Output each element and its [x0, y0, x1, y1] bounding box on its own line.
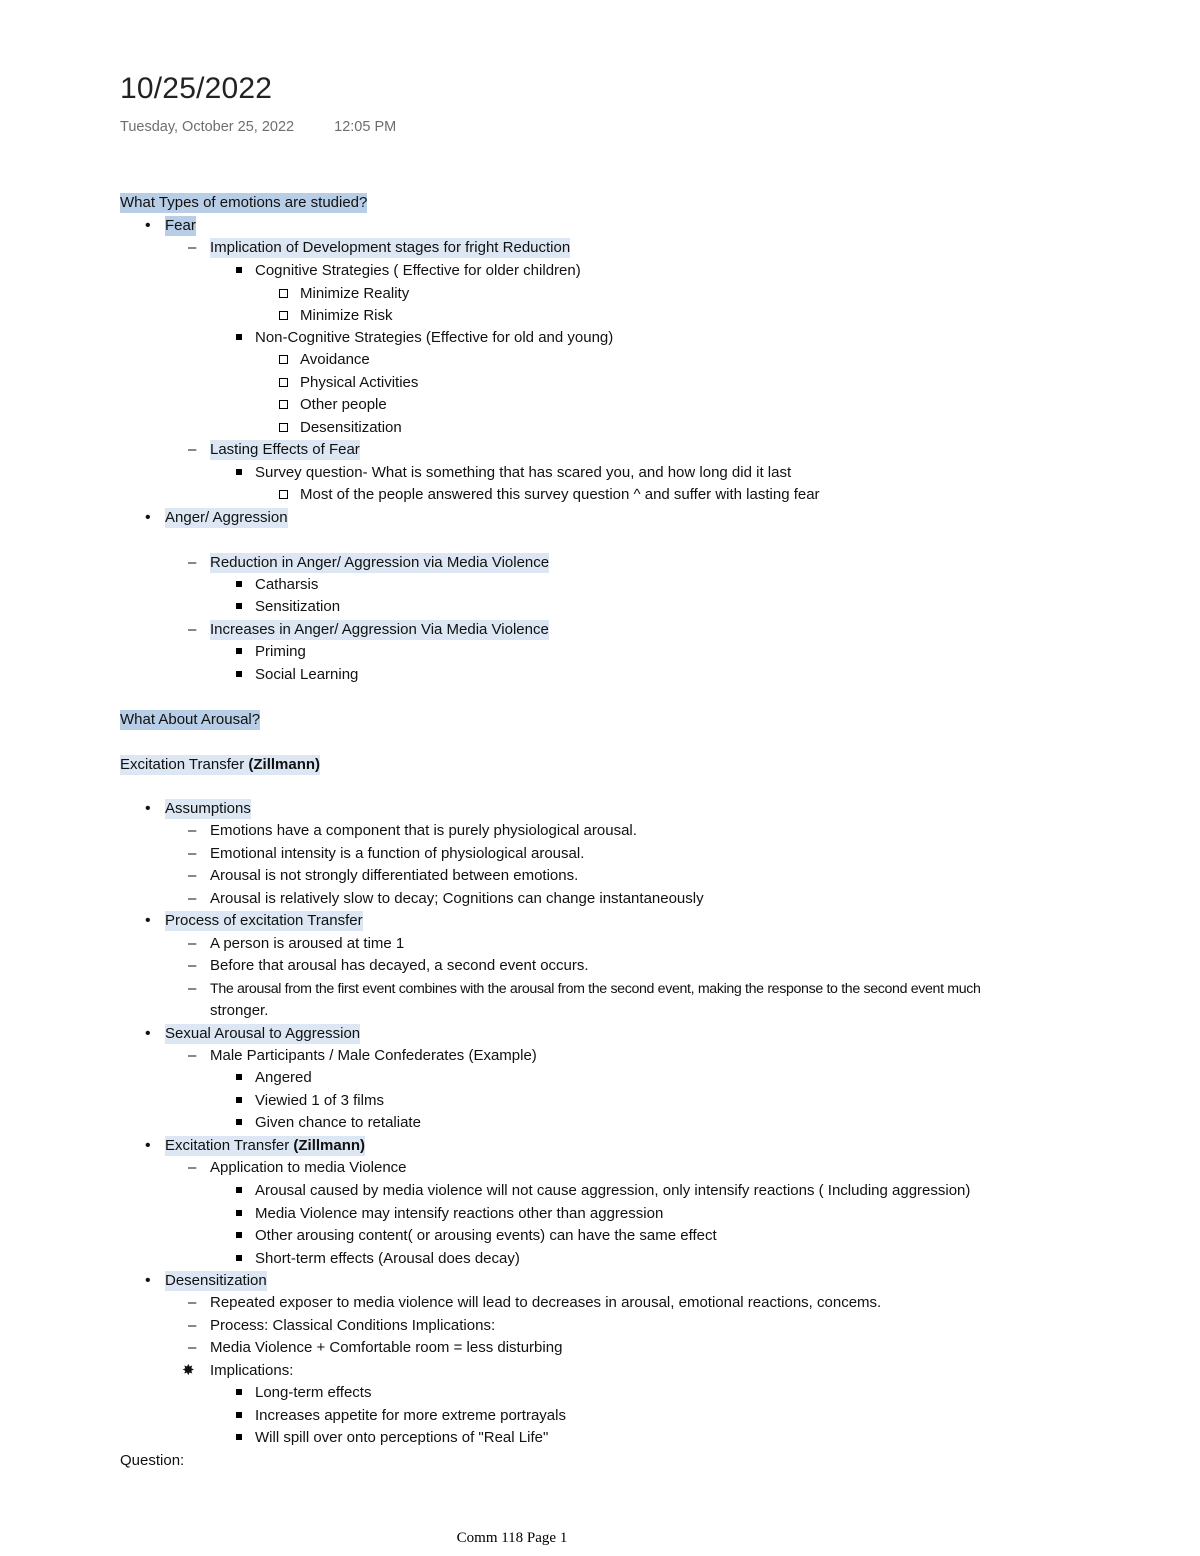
item-text: Implication of Development stages for fright Reduction	[210, 239, 571, 256]
item-text: Assumptions	[165, 800, 251, 817]
bullet-icon	[145, 1136, 165, 1156]
box-bullet-icon	[279, 350, 299, 370]
bullet-icon	[145, 1271, 165, 1291]
dash-bullet-icon	[188, 934, 208, 954]
bullet-icon	[145, 508, 165, 528]
item-text: Increases appetite for more extreme portrayals	[255, 1407, 566, 1424]
heading-text: What About Arousal?	[120, 711, 261, 728]
item-text: Long-term effects	[255, 1384, 372, 1401]
box-bullet-icon	[279, 395, 299, 415]
square-bullet-icon	[236, 1428, 256, 1448]
item-text: Implications:	[210, 1362, 294, 1379]
item-text: Non-Cognitive Strategies (Effective for old and young)	[255, 329, 614, 346]
item-text: Angered	[255, 1069, 312, 1086]
item-text: Emotional intensity is a function of physiological arousal.	[210, 845, 585, 862]
page-date: Tuesday, October 25, 2022	[120, 119, 295, 135]
dash-bullet-icon	[188, 866, 208, 886]
item-text	[165, 1136, 365, 1156]
square-bullet-icon	[236, 642, 256, 662]
bullet-icon	[145, 911, 165, 931]
dash-bullet-icon	[188, 1338, 208, 1358]
item-text: Arousal is relatively slow to decay; Cognitions can change instantaneously	[210, 890, 704, 907]
square-bullet-icon	[236, 328, 256, 348]
item-text: stronger.	[210, 1002, 269, 1019]
item-text: Short-term effects (Arousal does decay)	[255, 1250, 520, 1267]
dash-bullet-icon	[188, 440, 208, 460]
item-text: Other arousing content( or arousing events) can have the same effect	[255, 1227, 717, 1244]
item-text: Sexual Arousal to Aggression	[165, 1025, 361, 1042]
square-bullet-icon	[236, 463, 256, 483]
dash-bullet-icon	[188, 821, 208, 841]
item-text: Media Violence may intensify reactions other than aggression	[255, 1205, 664, 1222]
square-bullet-icon	[236, 1406, 256, 1426]
item-text: Lasting Effects of Fear	[210, 441, 360, 458]
item-text: Viewied 1 of 3 films	[255, 1092, 384, 1109]
bullet-icon	[145, 799, 165, 819]
item-main-text: Excitation Transfer	[165, 1137, 294, 1154]
dash-bullet-icon	[188, 553, 208, 573]
item-text: Survey question- What is something that has scared you, and how long did it last	[255, 464, 792, 481]
square-bullet-icon	[236, 575, 256, 595]
item-text: Minimize Reality	[300, 285, 410, 302]
box-bullet-icon	[279, 373, 299, 393]
item-text: Will spill over onto perceptions of "Real Life"	[255, 1429, 549, 1446]
square-bullet-icon	[236, 1068, 256, 1088]
item-text: The arousal from the first event combines with the arousal from the second event, making the response to the second event much	[210, 981, 981, 997]
subheading-author: (Zillmann)	[248, 756, 321, 773]
item-text: Reduction in Anger/ Aggression via Media Violence	[210, 554, 550, 571]
page-meta	[120, 119, 396, 135]
dash-bullet-icon	[188, 1293, 208, 1313]
box-bullet-icon	[279, 306, 299, 326]
bullet-icon	[145, 1024, 165, 1044]
item-text: Catharsis	[255, 576, 319, 593]
item-text: Emotions have a component that is purely physiological arousal.	[210, 822, 637, 839]
item-text: Physical Activities	[300, 374, 419, 391]
item-text: Question:	[120, 1452, 185, 1469]
page-time: 12:05 PM	[334, 119, 397, 135]
item-text: A person is aroused at time 1	[210, 935, 405, 952]
square-bullet-icon	[236, 665, 256, 685]
item-text: Desensitization	[165, 1272, 267, 1289]
item-text: Other people	[300, 396, 387, 413]
item-text: Priming	[255, 643, 306, 660]
item-text: Desensitization	[300, 419, 402, 436]
subheading-text	[120, 755, 320, 775]
item-text: Social Learning	[255, 666, 359, 683]
heading-text: What Types of emotions are studied?	[120, 194, 368, 211]
dash-bullet-icon	[188, 1316, 208, 1336]
item-text: Sensitization	[255, 598, 341, 615]
item-text: Media Violence + Comfortable room = less disturbing	[210, 1339, 563, 1356]
square-bullet-icon	[236, 261, 256, 281]
square-bullet-icon	[236, 1113, 256, 1133]
item-author: (Zillmann)	[293, 1137, 366, 1154]
bullet-icon	[145, 216, 165, 236]
item-text: Avoidance	[300, 351, 370, 368]
square-bullet-icon	[236, 1249, 256, 1269]
item-text: Before that arousal has decayed, a second event occurs.	[210, 957, 589, 974]
item-text: Minimize Risk	[300, 307, 393, 324]
page-footer: Comm 118 Page 1	[456, 1530, 568, 1546]
square-bullet-icon	[236, 1091, 256, 1111]
item-text: Process: Classical Conditions Implications:	[210, 1317, 496, 1334]
item-text: Given chance to retaliate	[255, 1114, 421, 1131]
dash-bullet-icon	[188, 238, 208, 258]
square-bullet-icon	[236, 1383, 256, 1403]
item-text: Male Participants / Male Confederates (Example)	[210, 1047, 537, 1064]
square-bullet-icon	[236, 597, 256, 617]
page-title: 10/25/2022	[120, 72, 273, 105]
item-text: Arousal caused by media violence will not cause aggression, only intensify reactions ( Including aggression)	[255, 1182, 971, 1199]
dash-bullet-icon	[188, 1046, 208, 1066]
square-bullet-icon	[236, 1181, 256, 1201]
square-bullet-icon	[236, 1204, 256, 1224]
dash-bullet-icon	[188, 844, 208, 864]
item-text: Increases in Anger/ Aggression Via Media Violence	[210, 621, 549, 638]
item-text: Repeated exposer to media violence will lead to decreases in arousal, emotional reactions, concems.	[210, 1294, 882, 1311]
subheading-main: Excitation Transfer	[120, 756, 249, 773]
box-bullet-icon	[279, 284, 299, 304]
item-text: Application to media Violence	[210, 1159, 407, 1176]
item-text: Cognitive Strategies ( Effective for older children)	[255, 262, 581, 279]
item-text: Anger/ Aggression	[165, 509, 288, 526]
item-text: Process of excitation Transfer	[165, 912, 363, 929]
box-bullet-icon	[279, 485, 299, 505]
square-bullet-icon	[236, 1226, 256, 1246]
box-bullet-icon	[279, 418, 299, 438]
item-text: Most of the people answered this survey question ^ and suffer with lasting fear	[300, 486, 820, 503]
dash-bullet-icon	[188, 956, 208, 976]
dash-bullet-icon	[188, 889, 208, 909]
item-text: Fear	[165, 217, 196, 234]
item-text: Arousal is not strongly differentiated between emotions.	[210, 867, 579, 884]
dash-bullet-icon	[188, 979, 208, 999]
star-bullet-icon	[182, 1361, 202, 1381]
dash-bullet-icon	[188, 1158, 208, 1178]
dash-bullet-icon	[188, 620, 208, 640]
